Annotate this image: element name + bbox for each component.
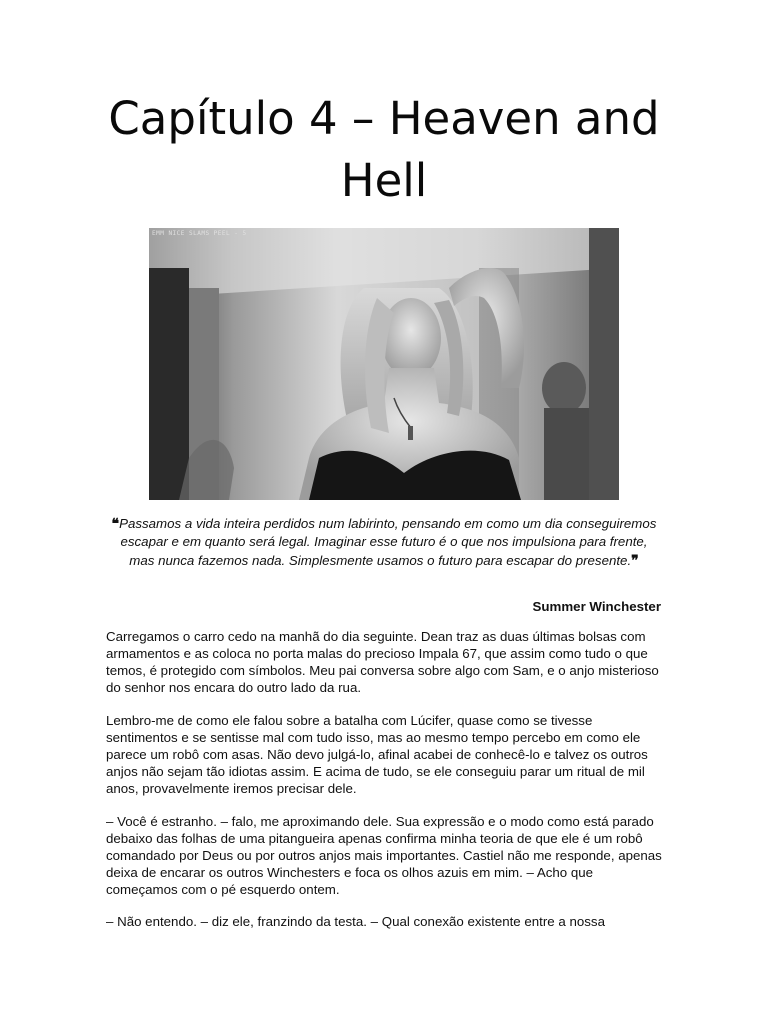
quote-open-mark: ❝: [111, 515, 120, 531]
chapter-title: Capítulo 4 – Heaven and Hell: [108, 92, 660, 207]
photo-watermark: EMM NICE SLAMS PEEL - 5: [152, 230, 247, 237]
quote-text: Passamos a vida inteira perdidos num labirinto, pensando em como um dia conseguiremos escapar e em quanto será legal. Imaginar esse futuro é o que nos impulsiona para frente, mas nunca fazemos nada. Simplesmente usamos o futuro para escapar do presente.: [119, 516, 657, 568]
paragraph-1: Carregamos o carro cedo na manhã do dia seguinte. Dean traz as duas últimas bolsas com armamentos e as coloca no porta malas do precioso Impala 67, que assim como tudo o que temos, é protegido com símbolos. Meu pai conversa sobre algo com Sam, e o anjo misterioso do senhor nos encara do outro lado da rua.: [106, 629, 659, 695]
epigraph-quote: [108, 514, 660, 570]
quote-attribution: Summer Winchester: [532, 599, 661, 614]
paragraph-2: Lembro-me de como ele falou sobre a batalha com Lúcifer, quase como se tivesse sentimentos e se sentisse mal com tudo isso, mas ao mesmo tempo percebo em como ele parece um robô com asas. Não devo julgá-lo, afinal acabei de conhecê-lo e talvez os outros anjos não sejam tão idiotas assim. E acima de tudo, se ele conseguiu parar um ritual de mil anos, provavelmente iremos precisar dele.: [106, 713, 648, 796]
chapter-photo: [149, 228, 619, 500]
paragraph-3: – Você é estranho. – falo, me aproximando dele. Sua expressão e o modo como está parado debaixo das folhas de uma pitangueira apenas confirma minha teoria de que ele é um robô comandado por Deus ou por outros anjos mais importantes. Castiel não me responde, apenas deixa de encarar os outros Winchesters e foca os olhos azuis em mim. – Acho que começamos com o pé esquerdo ontem.: [106, 814, 662, 897]
paragraph-4: – Não entendo. – diz ele, franzindo da testa. – Qual conexão existente entre a nossa: [106, 914, 605, 929]
photo-woman-black-dress-icon: [149, 228, 619, 500]
quote-close-mark: ❞: [631, 552, 639, 568]
